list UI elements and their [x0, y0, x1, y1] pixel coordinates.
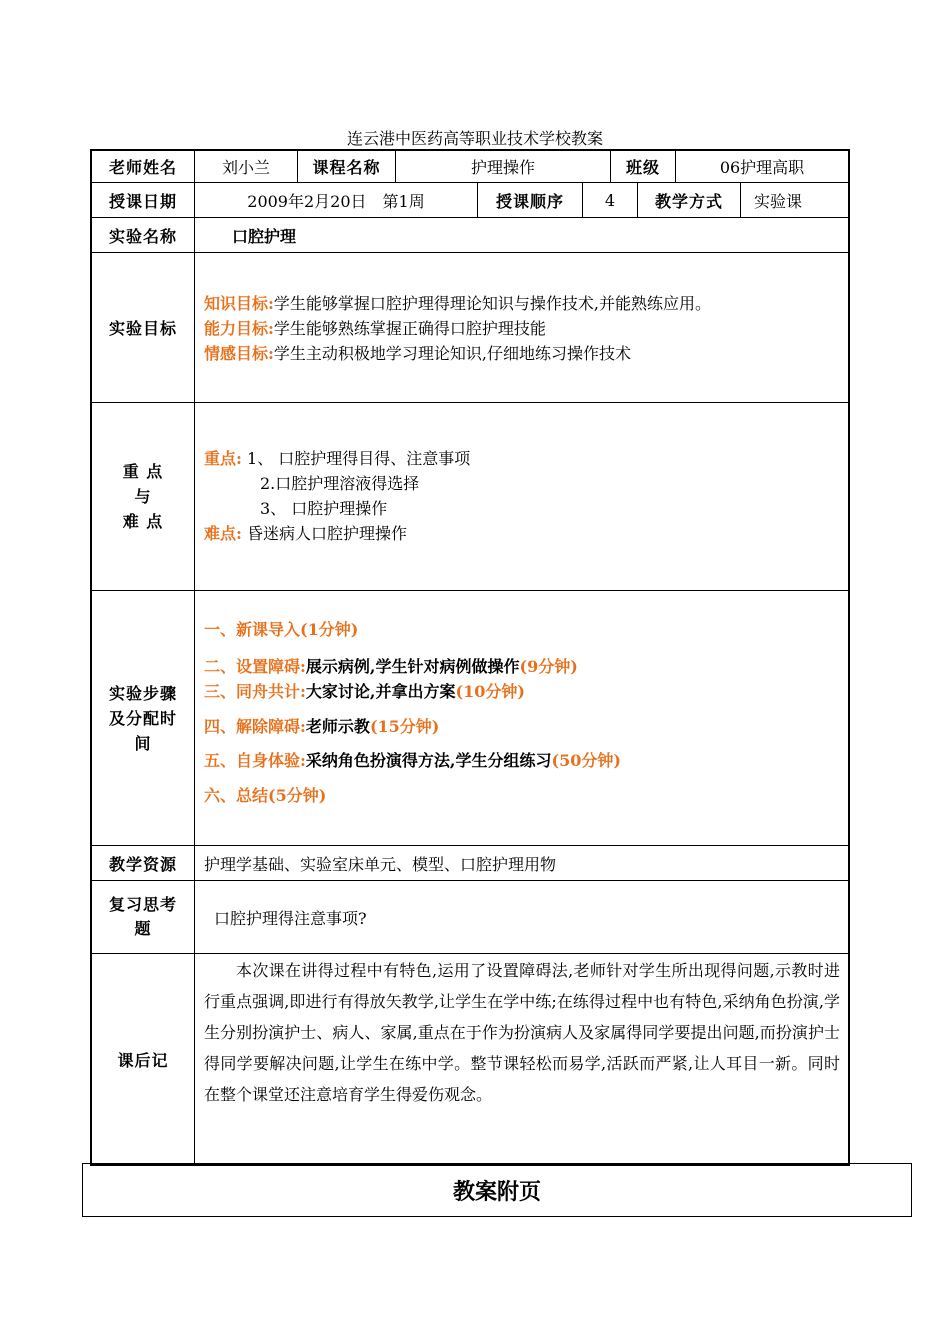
- goal-knowledge: 知识目标:学生能够掌握口腔护理得理论知识与操作技术,并能熟练应用。: [204, 294, 712, 313]
- step-item: 二、设置障碍:展示病例,学生针对病例做操作(9分钟): [204, 657, 578, 676]
- class-value: 06护理高职: [719, 157, 805, 177]
- afterword-text: 本次课在讲得过程中有特色,运用了设置障碍法,老师针对学生所出现得问题,示教时进行重点强调,即进行有得放矢教学,让学生在学中练;在练得过程中也有特色,采纳角色扮演,学生分别扮演护士、病人、家属,重点在于作为扮演病人及家属得同学要提出问题,而扮演护士得同学要解决问题,让学生在练中学。整节课轻松而易学,活跃而严紧,让人耳目一新。同时在整个课堂还注意培育学生得爱伤观念。: [204, 961, 840, 1104]
- review-label: 复习思考 题: [108, 895, 177, 938]
- method-value: 实验课: [753, 191, 802, 211]
- step-item: 一、新课导入(1分钟): [204, 620, 359, 639]
- zhongdian-line-1: 重点: 1、 口腔护理得目得、注意事项: [204, 449, 471, 468]
- appendix-title: 教案附页: [82, 1163, 912, 1217]
- order-label: 授课顺序: [495, 191, 564, 211]
- resources-label: 教学资源: [108, 854, 177, 874]
- step-item: 六、总结(5分钟): [204, 786, 327, 805]
- keypoints-label: 重 点 与 难 点: [122, 462, 164, 531]
- step-item: 五、自身体验:采纳角色扮演得方法,学生分组练习(50分钟): [204, 751, 621, 770]
- steps-label: 实验步骤 及分配时 间: [108, 683, 177, 753]
- keypoints-content: [204, 446, 844, 546]
- goals-label: 实验目标: [108, 319, 177, 338]
- row-divider: [90, 402, 850, 403]
- step-item: 四、解除障碍:老师示教(15分钟): [204, 717, 440, 736]
- course-value: 护理操作: [470, 157, 535, 177]
- order-value: 4: [604, 190, 616, 210]
- row-divider: [90, 252, 850, 253]
- goals-list: [204, 291, 844, 366]
- course-label: 课程名称: [312, 157, 381, 177]
- row-divider: [90, 590, 850, 591]
- date-value: 2009年2月20日 第1周: [247, 191, 425, 211]
- column-divider: [194, 149, 195, 1166]
- experiment-name-label: 实验名称: [108, 226, 177, 246]
- resources-value: 护理学基础、实验室床单元、模型、口腔护理用物: [204, 854, 557, 874]
- school-title: 连云港中医药高等职业技术学校教案: [346, 129, 603, 148]
- zhongdian-line-2: 2.口腔护理溶液得选择: [260, 474, 420, 493]
- goal-ability: 能力目标:学生能够熟练掌握正确得口腔护理技能: [204, 319, 546, 338]
- teacher-value: 刘小兰: [221, 157, 270, 177]
- row-divider: [90, 953, 850, 954]
- zhongdian-line-3: 3、 口腔护理操作: [260, 499, 388, 518]
- nandian-line: 难点: 昏迷病人口腔护理操作: [204, 524, 408, 543]
- method-label: 教学方式: [654, 191, 723, 211]
- step-item: 三、同舟共计:大家讨论,并拿出方案(10分钟): [204, 682, 525, 701]
- class-label: 班级: [625, 157, 660, 177]
- experiment-name-value: 口腔护理: [232, 226, 297, 246]
- afterword-label: 课后记: [117, 1050, 169, 1070]
- goal-emotion: 情感目标:学生主动积极地学习理论知识,仔细地练习操作技术: [204, 344, 632, 363]
- teacher-label: 老师姓名: [108, 157, 177, 177]
- date-label: 授课日期: [108, 191, 177, 211]
- review-question: 口腔护理得注意事项?: [214, 908, 367, 928]
